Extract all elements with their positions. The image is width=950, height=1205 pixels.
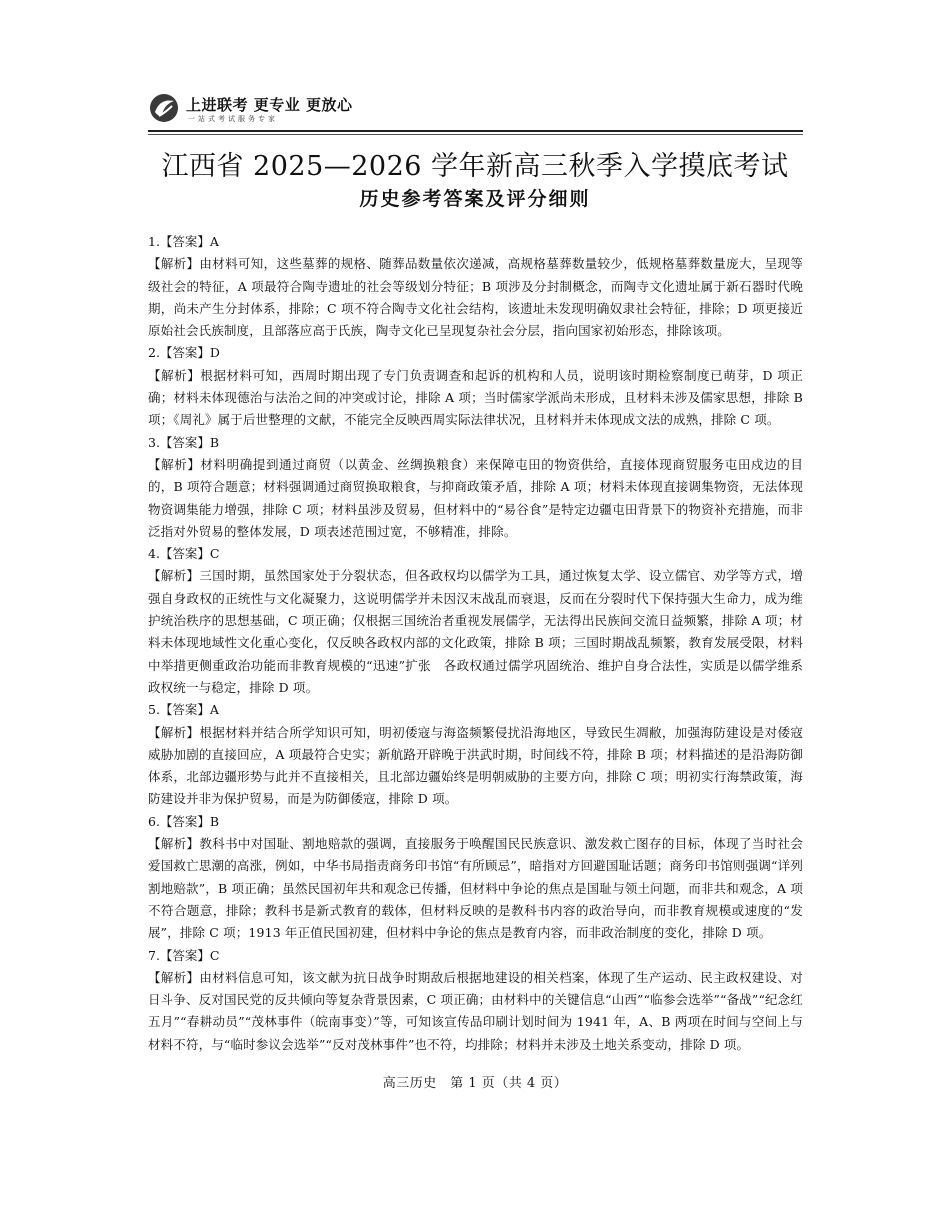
logo-icon xyxy=(148,92,180,124)
question-item xyxy=(148,231,803,342)
analysis-text: 【解析】材料明确提到通过商贸（以黄金、丝绸换粮食）来保障屯田的物资供给，直接体现商贸服务屯田戍边的目的，B 项符合题意；材料强调通过商贸换取粮食，与抑商政策矛盾，排除 A 项；材料未体现直接调集物资，无法体现物资调集能力增强，排除 C 项；材料虽涉及贸易，但材料中的“易谷食”是特定边疆屯田背景下的物资补充措施，而非泛指对外贸易的整体发展，D 项表述范围过宽，不够精准，排除。 xyxy=(148,456,803,539)
analysis-text: 【解析】由材料可知，这些墓葬的规格、随葬品数量依次递减，高规格墓葬数量较少，低规格墓葬数量庞大，呈现等级社会的特征，A 项最符合陶寺遗址的社会等级划分特征；B 项涉及分封制概念，而陶寺文化遗址属于新石器时代晚期，尚未产生分封体系，排除；C 项不符合陶寺文化社会结构，该遗址未发现明确奴隶社会特征，排除；D 项更接近原始社会氏族制度，且部落应高于氏族，陶寺文化已呈现复杂社会分层，指向国家初始形态，排除该项。 xyxy=(148,256,803,339)
header-rule xyxy=(148,130,803,132)
analysis-text: 【解析】三国时期，虽然国家处于分裂状态，但各政权均以儒学为工具，通过恢复太学、设立儒官、劝学等方式，增强自身政权的正统性与文化凝聚力，这说明儒学并未因汉末战乱而衰退，反而在分裂时代下保持强大生命力，成为维护统治秩序的思想基础，C 项正确；仅根据三国统治者重视发展儒学，无法得出民族间交流日益频繁，排除 A 项；材料未体现地域性文化重心变化，仅反映各政权内部的文化政策，排除 B 项；三国时期战乱频繁，教育发展受限，材料中举措更侧重政治功能而非教育规模的“迅速”扩张 各政权通过儒学巩固统治、维护自身合法性，实质是以儒学维系政权统一与稳定，排除 D 项。 xyxy=(148,568,803,695)
answer-line: 5.【答案】A xyxy=(148,702,219,718)
question-item xyxy=(148,699,803,810)
page-footer: 高三历史 第 1 页（共 4 页） xyxy=(382,1076,568,1091)
analysis-text: 【解析】由材料信息可知，该文献为抗日战争时期敌后根据地建设的相关档案，体现了生产运动、民主政权建设、对日斗争、反对国民党的反共倾向等复杂背景因素，C 项正确；由材料中的关键信息“山西”“临参会选举”“备战”“纪念红五月”“春耕动员”“茂林事件（皖南事变）”等，可知该宣传品印刷计划时间为 1941 年，A、B 两项在时间与空间上与材料不符，与“临时参议会选举”“反对茂林事件”也不符，均排除；材料并未涉及土地关系变动，排除 D 项。 xyxy=(148,969,803,1052)
question-item xyxy=(148,945,803,1056)
answer-line: 2.【答案】D xyxy=(148,345,220,361)
answer-line: 1.【答案】A xyxy=(148,234,219,249)
brand-sub-slogan: 一站式考试服务专家 xyxy=(188,115,278,123)
document-title: 江西省 2025—2026 学年新高三秋季入学摸底考试 xyxy=(161,151,789,182)
brand-slogan: 上进联考 更专业 更放心 xyxy=(186,96,353,114)
question-item xyxy=(148,432,803,543)
brand-header xyxy=(148,92,808,132)
question-item xyxy=(148,543,803,699)
question-item xyxy=(148,811,803,945)
analysis-text: 【解析】根据材料并结合所学知识可知，明初倭寇与海盗频繁侵扰沿海地区，导致民生凋敝，加强海防建设是对倭寇威胁加剧的直接回应，A 项最符合史实；新航路开辟晚于洪武时期，时间线不符，排除 B 项；材料描述的是沿海防御体系，北部边疆形势与此并不直接相关，且北部边疆始终是明朝威胁的主要方向，排除 C 项；明初实行海禁政策，海防建设并非为保护贸易，而是为防御倭寇，排除 D 项。 xyxy=(148,724,803,807)
question-item xyxy=(148,342,803,431)
analysis-text: 【解析】教科书中对国耻、割地赔款的强调，直接服务于唤醒国民民族意识、激发救亡图存的目标，体现了当时社会爱国救亡思潮的高涨，例如，中华书局指责商务印书馆“有所顾忌”，暗指对方回避国耻话题；商务印书馆则强调“详列割地赔款”，B 项正确；虽然民国初年共和观念已传播，但材料中争论的焦点是国耻与领土问题，而非共和观念，A 项不符合题意，排除；教科书是新式教育的载体，但材料反映的是教科书内容的政治导向，而非教育规模或速度的“发展”，排除 C 项；1913 年正值民国初建，但材料中争论的焦点是教育内容，而非政治制度的变化，排除 D 项。 xyxy=(148,836,803,941)
document-subtitle: 历史参考答案及评分细则 xyxy=(359,188,591,210)
answer-line: 4.【答案】C xyxy=(148,546,220,562)
answer-line: 6.【答案】B xyxy=(148,813,220,829)
header-rule-thin xyxy=(148,134,803,135)
answer-line: 3.【答案】B xyxy=(148,434,220,450)
answer-list xyxy=(148,231,803,1056)
answer-line: 7.【答案】C xyxy=(148,947,220,963)
analysis-text: 【解析】根据材料可知，西周时期出现了专门负责调查和起诉的机构和人员，说明该时期检察制度已萌芽，D 项正确；材料未体现德治与法治之间的冲突或讨论，排除 A 项；当时儒家学派尚未形成，且材料未涉及儒家思想，排除 B 项；《周礼》属于后世整理的文献，不能完全反映西周实际法律状况，且材料并未体现成文法的成熟，排除 C 项。 xyxy=(148,367,803,428)
